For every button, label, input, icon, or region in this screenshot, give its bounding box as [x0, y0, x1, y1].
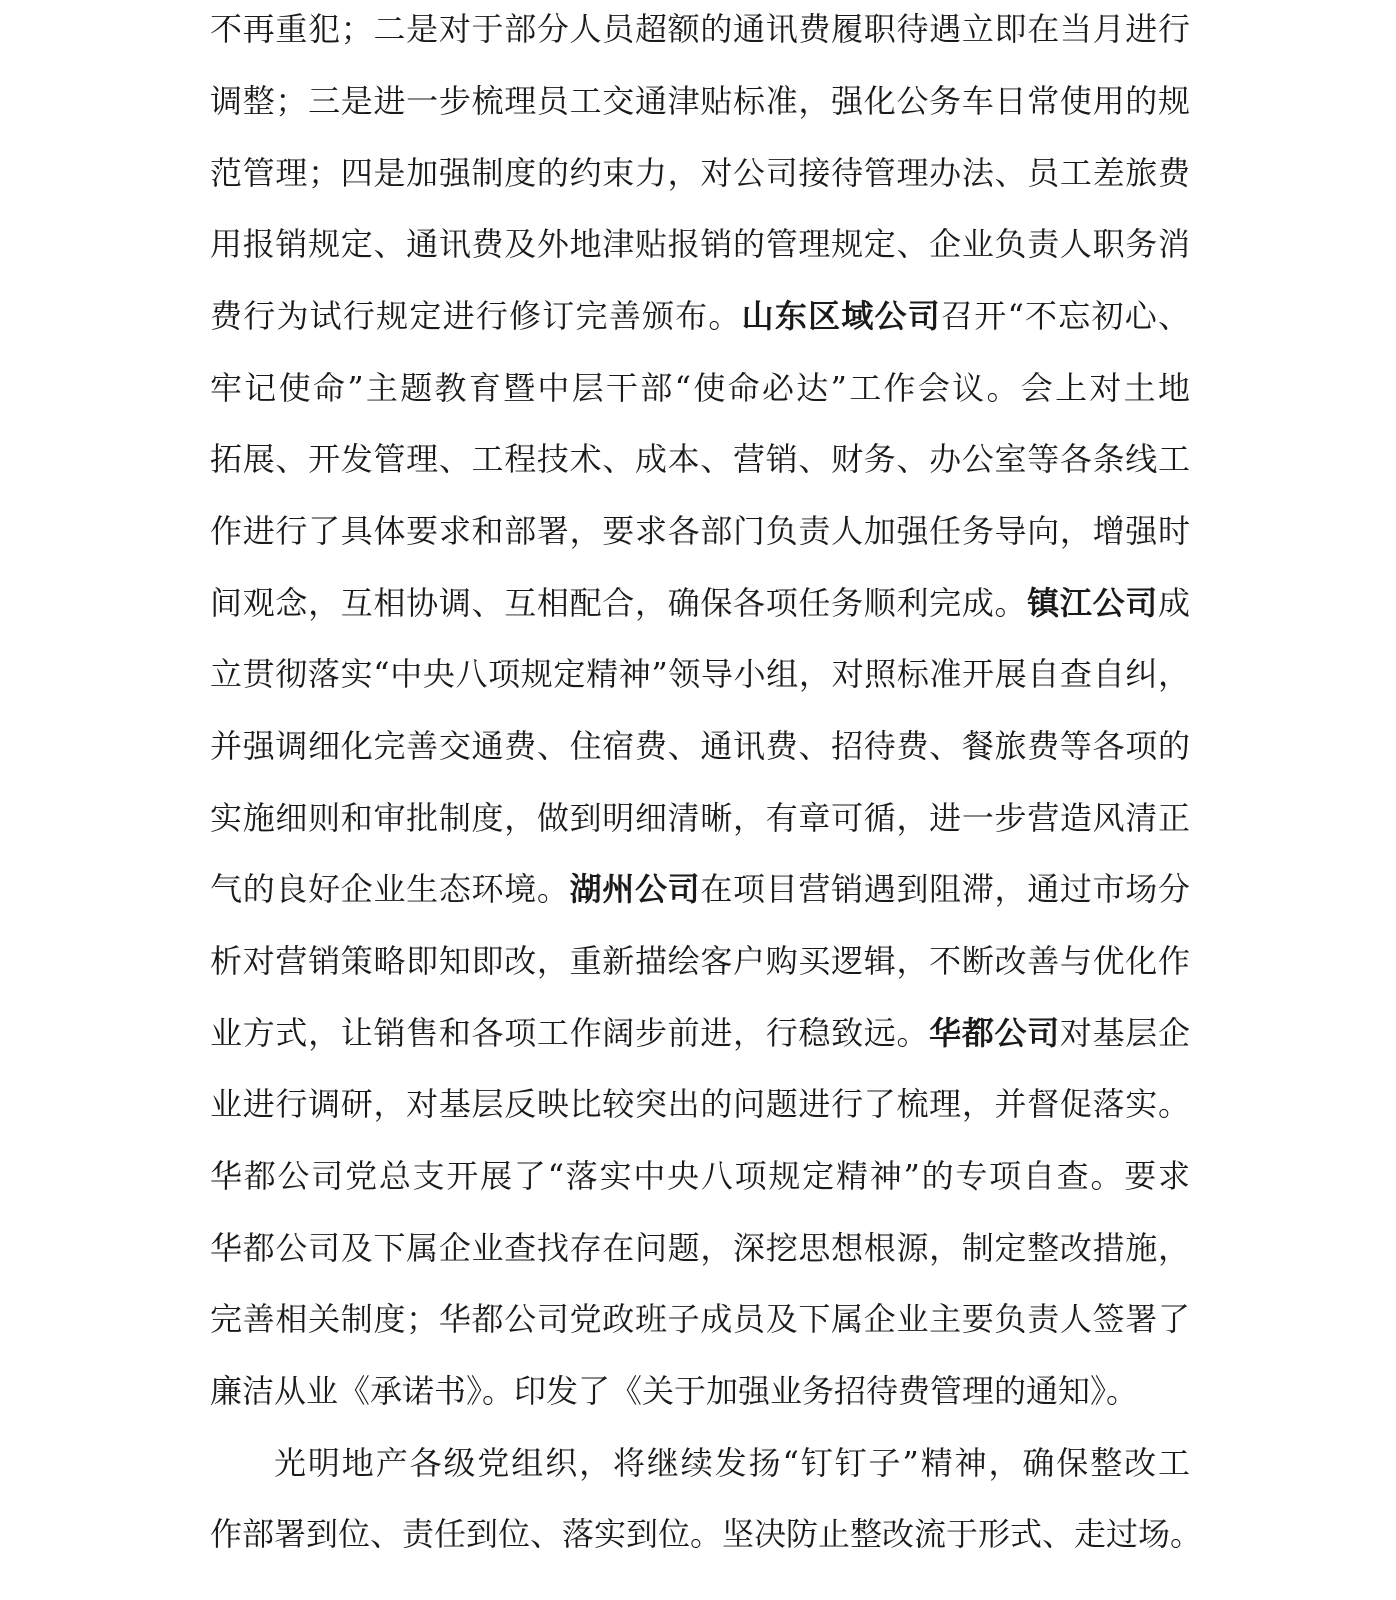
text-line	[210, 1294, 1190, 1344]
company-name-bold: 镇江公司	[1027, 584, 1158, 622]
text-segment: 作进行了具体要求和部署，要求各部门负责人加强任务导向，增强时	[210, 512, 1190, 550]
text-segment: 在项目营销遇到阻滞，通过市场分	[700, 870, 1190, 908]
text-line	[210, 148, 1190, 198]
text-line	[210, 1438, 1190, 1488]
text-segment: 召开“不忘初心、	[941, 297, 1190, 335]
text-line	[210, 936, 1190, 986]
text-segment: 完善相关制度；华都公司党政班子成员及下属企业主要负责人签署了	[210, 1300, 1190, 1338]
text-segment: 范管理；四是加强制度的约束力，对公司接待管理办法、员工差旅费	[210, 154, 1190, 192]
text-line	[210, 363, 1190, 413]
text-segment: 业方式，让销售和各项工作阔步前进，行稳致远。	[210, 1014, 930, 1052]
text-line	[210, 1509, 1203, 1559]
text-line	[210, 506, 1190, 556]
text-segment: 费行为试行规定进行修订完善颁布。	[210, 297, 742, 335]
text-segment: 成	[1157, 584, 1190, 622]
text-line	[210, 1079, 1190, 1129]
text-segment: 并强调细化完善交通费、住宿费、通讯费、招待费、餐旅费等各项的	[210, 727, 1190, 765]
text-segment: 作部署到位、责任到位、落实到位。坚决防止整改流于形式、走过场。	[210, 1515, 1203, 1553]
text-segment: 气的良好企业生态环境。	[210, 870, 570, 908]
text-segment: 调整；三是进一步梳理员工交通津贴标准，强化公务车日常使用的规	[210, 82, 1190, 120]
document-page	[210, 0, 1203, 1600]
text-segment: 不再重犯；二是对于部分人员超额的通讯费履职待遇立即在当月进行	[210, 10, 1190, 48]
text-segment: 实施细则和审批制度，做到明细清晰，有章可循，进一步营造风清正	[210, 799, 1190, 837]
text-segment: 华都公司及下属企业查找存在问题，深挖思想根源，制定整改措施，	[210, 1229, 1190, 1267]
text-segment: 光明地产各级党组织，将继续发扬“钉钉子”精神，确保整改工	[274, 1444, 1190, 1482]
company-name-bold: 湖州公司	[569, 870, 701, 908]
text-segment: 拓展、开发管理、工程技术、成本、营销、财务、办公室等各条线工	[210, 440, 1190, 478]
text-line	[210, 864, 1190, 914]
text-line	[210, 1366, 1190, 1416]
text-segment: 华都公司党总支开展了“落实中央八项规定精神”的专项自查。要求	[210, 1157, 1190, 1195]
text-line	[210, 1008, 1190, 1058]
text-segment: 用报销规定、通讯费及外地津贴报销的管理规定、企业负责人职务消	[210, 225, 1190, 263]
text-line	[210, 219, 1190, 269]
text-segment: 立贯彻落实“中央八项规定精神”领导小组，对照标准开展自查自纠，	[210, 655, 1190, 693]
text-line	[210, 4, 1190, 54]
text-line	[210, 578, 1190, 628]
text-segment: 廉洁从业《承诺书》。印发了《关于加强业务招待费管理的通知》。	[210, 1372, 1139, 1410]
company-name-bold: 山东区域公司	[741, 297, 942, 335]
text-segment: 间观念，互相协调、互相配合，确保各项任务顺利完成。	[210, 584, 1028, 622]
text-segment: 业进行调研，对基层反映比较突出的问题进行了梳理，并督促落实。	[210, 1085, 1190, 1123]
company-name-bold: 华都公司	[929, 1014, 1060, 1052]
text-line	[210, 649, 1190, 699]
text-line	[210, 1223, 1190, 1273]
text-line	[210, 76, 1190, 126]
text-line	[210, 1151, 1190, 1201]
text-line	[210, 721, 1190, 771]
text-segment: 析对营销策略即知即改，重新描绘客户购买逻辑，不断改善与优化作	[210, 942, 1190, 980]
text-segment: 牢记使命”主题教育暨中层干部“使命必达”工作会议。会上对土地	[210, 369, 1190, 407]
text-line	[210, 434, 1190, 484]
text-line	[210, 291, 1190, 341]
text-line	[210, 793, 1190, 843]
text-segment: 对基层企	[1059, 1014, 1190, 1052]
